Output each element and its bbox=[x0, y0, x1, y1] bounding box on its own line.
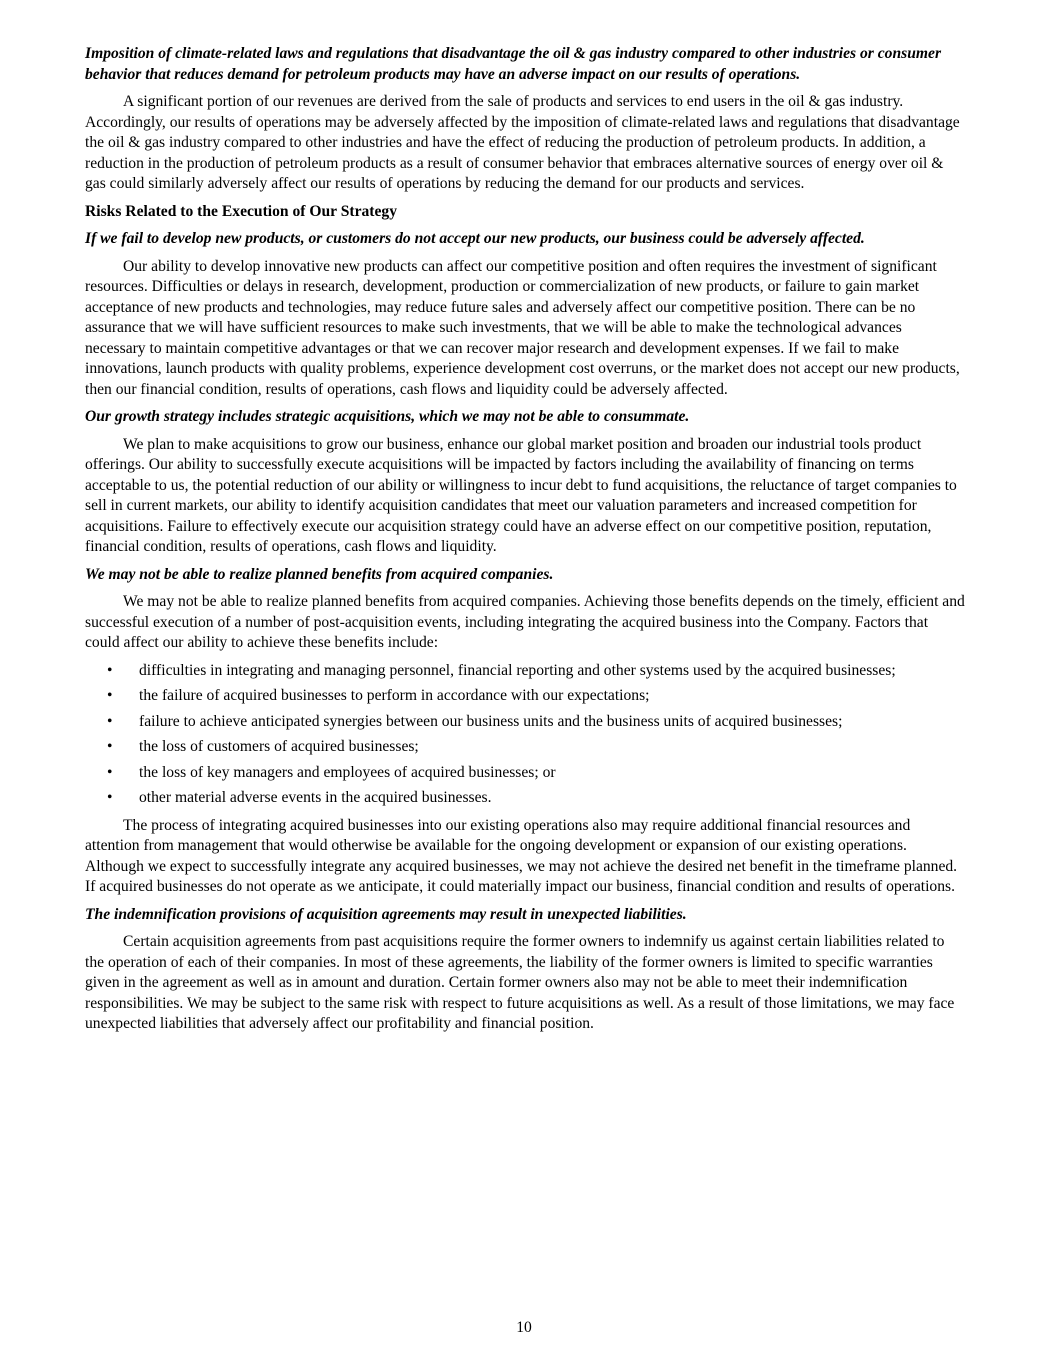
list-item-text: failure to achieve anticipated synergies between our business units and the business units of acquired businesses; bbox=[139, 712, 843, 730]
list-item bbox=[85, 737, 965, 758]
climate-risk-heading: Imposition of climate-related laws and regulations that disadvantage the oil & gas industry compared to other industries or consumer behavior that reduces demand for petroleum products may have an adverse impact on our results of operations. bbox=[85, 45, 942, 83]
list-item bbox=[85, 788, 965, 809]
bullet-icon: • bbox=[107, 789, 113, 806]
indemnification-heading: The indemnification provisions of acquisition agreements may result in unexpected liabilities. bbox=[85, 905, 687, 923]
benefits-paragraph: We may not be able to realize planned benefits from acquired companies. Achieving those benefits depends on the timely, efficient and successful execution of a number of post-acquisition events, including integrating the acquired business into the Company. Factors that could affect our ability to achieve these benefits include: bbox=[85, 593, 965, 651]
list-item bbox=[85, 763, 965, 784]
bullet-icon: • bbox=[107, 763, 113, 781]
list-item-text: the failure of acquired businesses to perform in accordance with our expectations; bbox=[139, 687, 650, 704]
bullet-icon: • bbox=[107, 687, 113, 704]
integration-paragraph: The process of integrating acquired businesses into our existing operations also may require additional financial resources and attention from management that would otherwise be available for the ongoing development or expansion of our existing operations. Although we expect to successfully integrate any acquired businesses, we may not achieve the desired net benefit in the timeframe planned. If acquired businesses do not operate as we anticipate, it could materially impact our business, financial condition and results of operations. bbox=[85, 816, 958, 895]
list-item bbox=[85, 686, 965, 707]
strategy-section-heading: Risks Related to the Execution of Our Strategy bbox=[85, 202, 397, 220]
list-item-text: the loss of customers of acquired businesses; bbox=[139, 738, 419, 755]
page-number: 10 bbox=[516, 1319, 532, 1336]
list-item-text: other material adverse events in the acquired businesses. bbox=[139, 789, 492, 806]
benefits-factor-list bbox=[85, 661, 965, 809]
list-item bbox=[85, 712, 965, 733]
acquisitions-heading: Our growth strategy includes strategic acquisitions, which we may not be able to consummate. bbox=[85, 408, 690, 425]
indemnification-paragraph: Certain acquisition agreements from past acquisitions require the former owners to indemnify us against certain liabilities related to the operation of each of their companies. In most of these agreements, the liability of the former owners is limited to specific warranties given in the agreement as well as in amount and duration. Certain former owners also may not be able to meet their indemnification responsibilities. We may be subject to the same risk with respect to future acquisitions as well. As a result of those limitations, we may face unexpected liabilities that adversely affect our profitability and financial position. bbox=[85, 933, 955, 1032]
bullet-icon: • bbox=[107, 738, 113, 755]
list-item-text: the loss of key managers and employees of acquired businesses; or bbox=[139, 763, 556, 781]
list-item bbox=[85, 661, 965, 682]
bullet-icon: • bbox=[107, 712, 113, 730]
list-item-text: difficulties in integrating and managing personnel, financial reporting and other systems used by the acquired businesses; bbox=[139, 661, 896, 679]
acquisitions-paragraph: We plan to make acquisitions to grow our business, enhance our global market position and broaden our industrial tools product offerings. Our ability to successfully execute acquisitions will be impacted by factors including the availability of financing on terms acceptable to us, the potential reduction of our ability or willingness to incur debt to fund acquisitions, the reluctance of target companies to sell in current markets, our ability to identify acquisition candidates that meet our valuation parameters and increased competition for acquisitions. Failure to effectively execute our acquisition strategy could have an adverse effect on our competitive position, reputation, financial condition, results of operations, cash flows and liquidity. bbox=[85, 435, 957, 555]
document-page bbox=[85, 44, 965, 1042]
new-products-paragraph: Our ability to develop innovative new products can affect our competitive position and often requires the investment of significant resources. Difficulties or delays in research, development, production or commercialization of new products, or failure to gain market acceptance of new products and technologies, may reduce future sales and adversely affect our competitive position. There can be no assurance that we will have sufficient resources to make such investments, that we will be able to make the technological advances necessary to maintain competitive advantages or that we can recover major research and development expenses. If we fail to make innovations, launch products with quality problems, experience development cost overruns, or the market does not accept our new products, then our financial condition, results of operations, cash flows and liquidity could be adversely affected. bbox=[85, 257, 960, 398]
climate-risk-paragraph: A significant portion of our revenues are derived from the sale of products and services to end users in the oil & gas industry. Accordingly, our results of operations may be adversely affected by the imposition of climate-related laws and regulations that disadvantage the oil & gas industry compared to other industries and have the effect of reducing the production of petroleum products. In addition, a reduction in the production of petroleum products as a result of consumer behavior that embraces alternative sources of energy over oil & gas could similarly adversely affect our results of operations by reducing the demand for our products and services. bbox=[85, 93, 960, 192]
new-products-heading: If we fail to develop new products, or customers do not accept our new products, our business could be adversely affected. bbox=[85, 230, 865, 247]
bullet-icon: • bbox=[107, 661, 113, 679]
benefits-heading: We may not be able to realize planned benefits from acquired companies. bbox=[85, 565, 554, 583]
